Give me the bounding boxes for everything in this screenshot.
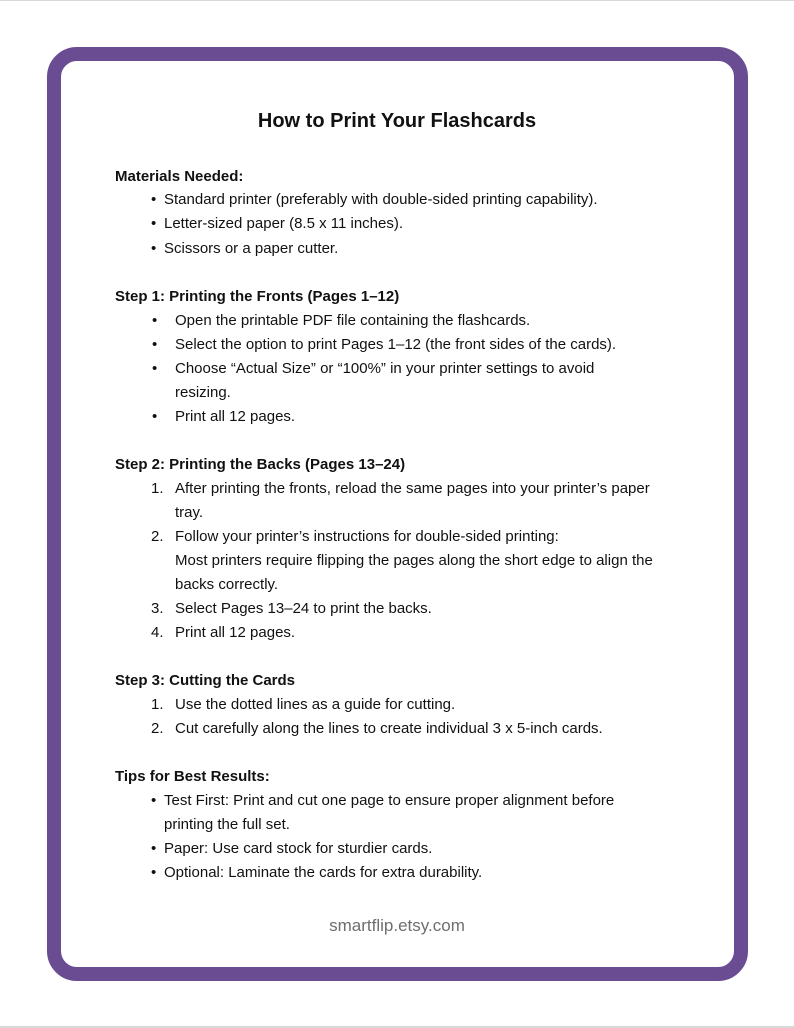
list-item-continuation: tray. [175, 504, 204, 521]
page-title: How to Print Your Flashcards [257, 110, 537, 132]
bullet-marker: • [151, 215, 157, 232]
list-number: 4. [151, 624, 164, 641]
list-item-continuation: Most printers require flipping the pages along the short edge to align the [175, 552, 653, 569]
bullet-marker: • [151, 864, 157, 881]
materials-heading: Materials Needed: [115, 168, 244, 185]
list-item: Follow your printer’s instructions for double-sided printing: [175, 528, 559, 545]
list-item: After printing the fronts, reload the same pages into your printer’s paper [175, 480, 650, 497]
list-item: Choose “Actual Size” or “100%” in your printer settings to avoid [175, 360, 595, 377]
list-item: Select Pages 13–24 to print the backs. [175, 600, 432, 617]
list-item: Print all 12 pages. [175, 408, 296, 425]
list-number: 1. [151, 696, 164, 713]
list-item: Standard printer (preferably with double-sided printing capability). [164, 191, 598, 208]
list-item: Test First: Print and cut one page to ensure proper alignment before [164, 792, 615, 809]
page-top-edge [0, 0, 794, 1]
list-item: Use the dotted lines as a guide for cutting. [175, 696, 456, 713]
bullet-marker: • [152, 336, 158, 353]
step3-heading: Step 3: Cutting the Cards [115, 672, 296, 689]
list-item: Cut carefully along the lines to create individual 3 x 5-inch cards. [175, 720, 603, 737]
list-item: Scissors or a paper cutter. [164, 240, 339, 257]
bullet-marker: • [151, 191, 157, 208]
list-item: Optional: Laminate the cards for extra durability. [164, 864, 483, 881]
bullet-marker: • [152, 312, 158, 329]
bullet-marker: • [151, 240, 157, 257]
list-item: Letter-sized paper (8.5 x 11 inches). [164, 215, 404, 232]
bullet-marker: • [152, 408, 158, 425]
list-item-continuation: backs correctly. [175, 576, 279, 593]
list-item: Print all 12 pages. [175, 624, 296, 641]
bullet-marker: • [151, 792, 157, 809]
bullet-marker: • [151, 840, 157, 857]
list-number: 3. [151, 600, 164, 617]
list-number: 1. [151, 480, 164, 497]
step1-heading: Step 1: Printing the Fronts (Pages 1–12) [115, 288, 400, 305]
list-item: Select the option to print Pages 1–12 (the front sides of the cards). [175, 336, 617, 353]
list-item-continuation: printing the full set. [164, 816, 290, 833]
list-number: 2. [151, 720, 164, 737]
tips-heading: Tips for Best Results: [115, 768, 270, 785]
list-item: Paper: Use card stock for sturdier cards. [164, 840, 433, 857]
bullet-marker: • [152, 360, 158, 377]
list-item: Open the printable PDF file containing the flashcards. [175, 312, 531, 329]
list-item-continuation: resizing. [175, 384, 231, 401]
step2-heading: Step 2: Printing the Backs (Pages 13–24) [115, 456, 406, 473]
list-number: 2. [151, 528, 164, 545]
footer-url: smartflip.etsy.com [329, 916, 465, 935]
